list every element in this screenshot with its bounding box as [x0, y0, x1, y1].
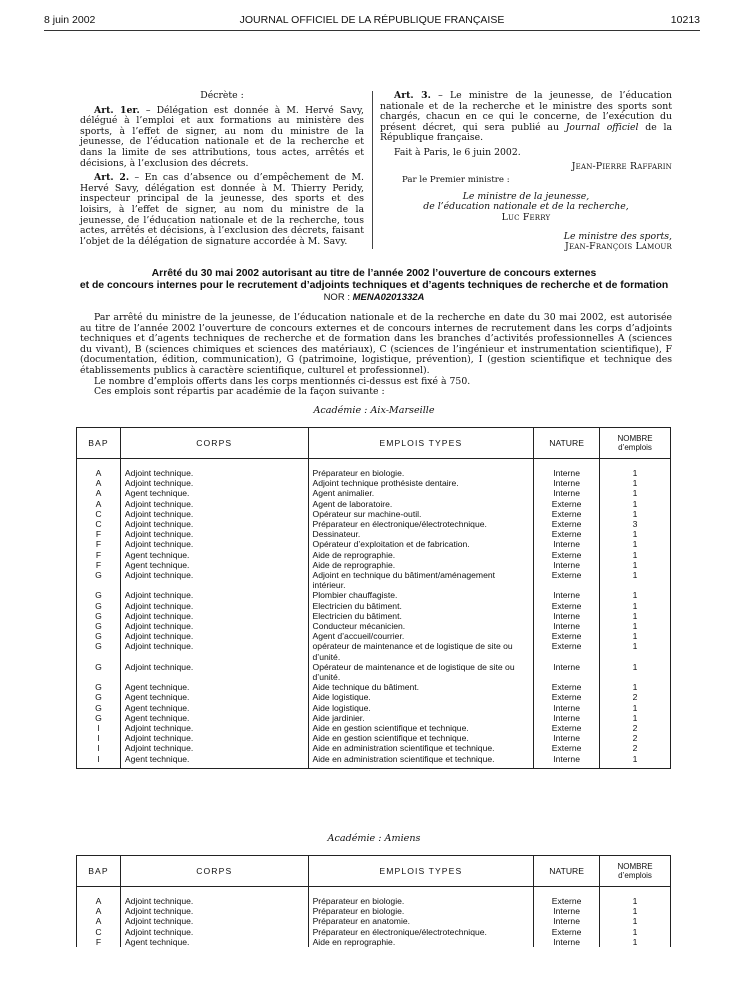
cell-nature: Externe	[534, 601, 600, 611]
cell-emploi: Agent de laboratoire.	[308, 499, 534, 509]
cell-emploi: Préparateur en biologie.	[308, 896, 534, 906]
table-spacer-cell	[600, 459, 671, 469]
cell-nature: Interne	[534, 733, 600, 743]
cell-bap: I	[77, 733, 121, 743]
cell-emploi: Aide en reprographie.	[308, 937, 534, 947]
emplois-table-aix-marseille	[76, 427, 671, 769]
cell-corps: Agent technique.	[120, 937, 308, 947]
cell-emploi: Aide technique du bâtiment.	[308, 682, 534, 692]
cell-bap: A	[77, 896, 121, 906]
cell-corps: Adjoint technique.	[120, 529, 308, 539]
cell-nature: Interne	[534, 590, 600, 600]
table-end-cell	[308, 764, 534, 769]
table-row	[77, 703, 671, 713]
signature-lamour: Jean-François Lamour	[565, 241, 672, 253]
cell-corps: Agent technique.	[120, 754, 308, 764]
cell-corps: Adjoint technique.	[120, 896, 308, 906]
cell-emploi: Opérateur d’exploitation et de fabrication.	[308, 539, 534, 549]
cell-emploi: Aide logistique.	[308, 703, 534, 713]
table-spacer-row	[77, 887, 671, 897]
cell-nature: Interne	[534, 468, 600, 478]
minister-sports-line: Le ministre des sports,	[563, 230, 672, 242]
cell-nature: Externe	[534, 570, 600, 590]
cell-nature: Externe	[534, 631, 600, 641]
table-spacer-cell	[77, 887, 121, 897]
cell-corps: Adjoint technique.	[120, 631, 308, 641]
table-header-row	[77, 856, 671, 887]
cell-emploi: Aide de reprographie.	[308, 560, 534, 570]
table-row	[77, 916, 671, 926]
signature-raffarin: Jean-Pierre Raffarin	[571, 160, 672, 172]
cell-nombre: 1	[600, 896, 671, 906]
cell-nombre: 1	[600, 641, 671, 661]
cell-emploi: Opérateur sur machine-outil.	[308, 509, 534, 519]
table-header-row	[77, 428, 671, 459]
cell-corps: Agent technique.	[120, 713, 308, 723]
arrete-title	[60, 268, 688, 291]
table-row	[77, 509, 671, 519]
cell-bap: G	[77, 662, 121, 682]
cell-corps: Adjoint technique.	[120, 539, 308, 549]
arrete-paragraph-2: Le nombre d’emplois offerts dans les corps mentionnés ci-dessus est fixé à 750.	[94, 375, 471, 387]
column-separator	[372, 91, 373, 249]
journal-officiel-ref: Journal officiel	[565, 121, 639, 133]
table-row	[77, 682, 671, 692]
cell-nature: Externe	[534, 519, 600, 529]
table-row	[77, 560, 671, 570]
cell-nombre: 1	[600, 621, 671, 631]
arrete-paragraph-1: Par arrêté du ministre de la jeunesse, de l’éducation nationale et de la recherche en date du 30 mai 2002, est autorisée au titre de l’année 2002 l’ouverture de concours externes et de concours internes de recrutement dans les corps d’adjoints techniques et d’agents techniques de recherche et de formation dans les branches d’activités professionnelles A (sciences du vivant), B (sciences chimiques et sciences des matériaux), C (sciences de l’ingénieur et instrumentation scientifique), F (documentation, édition, communication), G (patrimoine, logistique, prévention), I (gestion scientifique et technique des établissements publics à caractère scientifique, culturel et professionnel).	[80, 312, 672, 376]
table-body	[77, 459, 671, 769]
col-header-nombre-l2: d’emplois	[618, 443, 652, 452]
cell-nombre: 1	[600, 499, 671, 509]
cell-bap: G	[77, 703, 121, 713]
cell-emploi: Agent animalier.	[308, 488, 534, 498]
cell-nature: Externe	[534, 743, 600, 753]
cell-nombre: 1	[600, 509, 671, 519]
cell-nature: Interne	[534, 703, 600, 713]
cell-corps: Adjoint technique.	[120, 662, 308, 682]
table-row	[77, 906, 671, 916]
article-2	[80, 173, 364, 247]
table-row	[77, 550, 671, 560]
table-row	[77, 488, 671, 498]
cell-nombre: 1	[600, 488, 671, 498]
col-header-nombre-l1: NOMBRE	[617, 862, 653, 871]
cell-nature: Externe	[534, 641, 600, 661]
table-row	[77, 601, 671, 611]
table-spacer-cell	[120, 459, 308, 469]
table-row	[77, 539, 671, 549]
cell-bap: A	[77, 499, 121, 509]
cell-emploi: Adjoint technique prothésiste dentaire.	[308, 478, 534, 488]
cell-nombre: 1	[600, 631, 671, 641]
article-2-label: Art. 2.	[94, 172, 130, 184]
table-row	[77, 499, 671, 509]
decrete-heading: Décrète :	[200, 90, 244, 101]
cell-bap: G	[77, 641, 121, 661]
cell-emploi: Agent d’accueil/courrier.	[308, 631, 534, 641]
cell-bap: A	[77, 916, 121, 926]
cell-nombre: 1	[600, 937, 671, 947]
cell-nature: Interne	[534, 621, 600, 631]
table-spacer-cell	[120, 887, 308, 897]
minister-education-line2: de l’éducation nationale et de la recherche,	[423, 201, 629, 213]
cell-corps: Adjoint technique.	[120, 570, 308, 590]
cell-emploi: Aide logistique.	[308, 692, 534, 702]
col-header-bap: BAP	[77, 428, 121, 459]
cell-nature: Interne	[534, 539, 600, 549]
cell-nombre: 1	[600, 601, 671, 611]
cell-corps: Agent technique.	[120, 560, 308, 570]
header-journal-title: JOURNAL OFFICIEL DE LA RÉPUBLIQUE FRANÇAISE	[239, 14, 505, 26]
cell-emploi: Aide en gestion scientifique et technique.	[308, 723, 534, 733]
arrete-paragraph-3: Ces emplois sont répartis par académie de la façon suivante :	[94, 386, 385, 398]
cell-nature: Interne	[534, 916, 600, 926]
cell-emploi: Adjoint en technique du bâtiment/aménagement intérieur.	[308, 570, 534, 590]
table-spacer-cell	[308, 459, 534, 469]
cell-nature: Externe	[534, 499, 600, 509]
cell-corps: Adjoint technique.	[120, 509, 308, 519]
cell-corps: Adjoint technique.	[120, 916, 308, 926]
cell-bap: A	[77, 488, 121, 498]
fait-a-paris: Fait à Paris, le 6 juin 2002.	[394, 146, 521, 158]
col-header-bap: BAP	[77, 856, 121, 887]
nor-code: MENA0201332A	[352, 292, 425, 303]
cell-corps: Adjoint technique.	[120, 601, 308, 611]
cell-bap: I	[77, 754, 121, 764]
par-le-premier-ministre: Par le Premier ministre :	[402, 175, 510, 186]
cell-bap: G	[77, 590, 121, 600]
cell-nombre: 1	[600, 927, 671, 937]
cell-nombre: 1	[600, 539, 671, 549]
table-row	[77, 692, 671, 702]
cell-bap: G	[77, 621, 121, 631]
table-end-cell	[120, 764, 308, 769]
cell-nature: Externe	[534, 529, 600, 539]
cell-nature: Interne	[534, 478, 600, 488]
article-3-text: – Le ministre de la jeunesse, de l’éducation nationale et de la recherche et le ministre des sports sont chargés, chacun en ce qui le concerne, de l’exécution du présent décret, qui sera publié au	[380, 90, 672, 133]
cell-corps: Adjoint technique.	[120, 478, 308, 488]
emplois-table-amiens	[76, 855, 671, 947]
cell-bap: A	[77, 478, 121, 488]
cell-corps: Adjoint technique.	[120, 927, 308, 937]
cell-nature: Interne	[534, 560, 600, 570]
cell-corps: Agent technique.	[120, 550, 308, 560]
cell-emploi: Préparateur en biologie.	[308, 906, 534, 916]
cell-bap: A	[77, 468, 121, 478]
table-body	[77, 887, 671, 948]
cell-nombre: 1	[600, 682, 671, 692]
cell-corps: Adjoint technique.	[120, 519, 308, 529]
table-row	[77, 713, 671, 723]
cell-emploi: Aide en gestion scientifique et technique.	[308, 733, 534, 743]
cell-corps: Agent technique.	[120, 488, 308, 498]
cell-nombre: 1	[600, 906, 671, 916]
cell-nature: Externe	[534, 927, 600, 937]
cell-corps: Adjoint technique.	[120, 906, 308, 916]
cell-nature: Externe	[534, 550, 600, 560]
article-1-label: Art. 1er.	[94, 104, 140, 116]
cell-corps: Adjoint technique.	[120, 621, 308, 631]
cell-corps: Adjoint technique.	[120, 723, 308, 733]
table-row	[77, 519, 671, 529]
col-header-nombre	[600, 856, 671, 887]
cell-corps: Agent technique.	[120, 692, 308, 702]
arrete-title-line1: Arrêté du 30 mai 2002 autorisant au titre de l’année 2002 l’ouverture de concours externes	[151, 268, 597, 279]
table-row	[77, 529, 671, 539]
cell-emploi: Préparateur en électronique/électrotechnique.	[308, 519, 534, 529]
col-header-emplois: EMPLOIS TYPES	[308, 856, 534, 887]
nor-label: NOR :	[323, 292, 353, 303]
academy-heading-amiens: Académie : Amiens	[327, 833, 421, 844]
cell-bap: G	[77, 570, 121, 590]
cell-emploi: Aide en administration scientifique et technique.	[308, 754, 534, 764]
cell-bap: I	[77, 743, 121, 753]
table-spacer-cell	[308, 887, 534, 897]
cell-corps: Adjoint technique.	[120, 499, 308, 509]
cell-nature: Externe	[534, 692, 600, 702]
academy-heading-aix-marseille: Académie : Aix-Marseille	[313, 405, 435, 416]
cell-nature: Interne	[534, 754, 600, 764]
cell-bap: C	[77, 509, 121, 519]
arrete-body	[80, 313, 672, 398]
article-2-text: – En cas d’absence ou d’empêchement de M. Hervé Savy, délégation est donnée à M. Thierry Peridy, inspecteur principal de la jeunesse, des sports et des loisirs, à l’effet de signer, au nom du ministre de la jeunesse, de l’éducation nationale et de la recherche, tous actes, arrêtés et décisions, à l’exclusion des décrets, faisant l’objet de la délégation de signature accordée à M. Savy.	[80, 172, 364, 247]
cell-nombre: 2	[600, 723, 671, 733]
cell-nombre: 1	[600, 570, 671, 590]
col-header-nombre-l2: d’emplois	[618, 871, 652, 880]
cell-nombre: 3	[600, 519, 671, 529]
table-row	[77, 662, 671, 682]
cell-corps: Adjoint technique.	[120, 590, 308, 600]
col-header-nombre-l1: NOMBRE	[617, 434, 653, 443]
cell-nombre: 1	[600, 550, 671, 560]
table-spacer-cell	[600, 887, 671, 897]
col-header-nature: NATURE	[534, 428, 600, 459]
table-row	[77, 927, 671, 937]
article-1	[80, 106, 364, 170]
cell-nombre: 1	[600, 916, 671, 926]
cell-emploi: Dessinateur.	[308, 529, 534, 539]
cell-corps: Adjoint technique.	[120, 468, 308, 478]
cell-emploi: Préparateur en biologie.	[308, 468, 534, 478]
cell-corps: Adjoint technique.	[120, 611, 308, 621]
decree-left-column	[80, 91, 364, 247]
table-row	[77, 570, 671, 590]
table-end-cell	[600, 764, 671, 769]
cell-bap: C	[77, 927, 121, 937]
article-1-text: – Délégation est donnée à M. Hervé Savy, délégué à l’emploi et aux formations au ministère des sports, à l’effet de signer, au nom du ministre de la jeunesse, de l’éducation nationale et de la recherche et dans la limite de ses attributions, tous actes, arrêtés et décisions, à l’exclusion des décrets.	[80, 104, 365, 169]
cell-bap: G	[77, 692, 121, 702]
cell-bap: G	[77, 601, 121, 611]
table-spacer-cell	[534, 459, 600, 469]
cell-nombre: 1	[600, 713, 671, 723]
decree-right-column	[380, 91, 672, 253]
table-row	[77, 723, 671, 733]
cell-nature: Interne	[534, 611, 600, 621]
article-3-label: Art. 3.	[394, 90, 431, 101]
cell-nombre: 1	[600, 590, 671, 600]
cell-emploi: Conducteur mécanicien.	[308, 621, 534, 631]
cell-emploi: Opérateur de maintenance et de logistique de site ou d’unité.	[308, 662, 534, 682]
cell-nature: Interne	[534, 662, 600, 682]
col-header-emplois: EMPLOIS TYPES	[308, 428, 534, 459]
table-row	[77, 733, 671, 743]
cell-nombre: 2	[600, 733, 671, 743]
cell-nombre: 1	[600, 703, 671, 713]
cell-bap: F	[77, 539, 121, 549]
cell-nature: Externe	[534, 682, 600, 692]
signature-ferry: Luc Ferry	[501, 211, 551, 223]
table-row	[77, 478, 671, 488]
table-row	[77, 754, 671, 764]
table-row	[77, 611, 671, 621]
cell-nature: Interne	[534, 906, 600, 916]
nor-reference	[0, 292, 748, 303]
page-header	[44, 14, 700, 28]
table-row	[77, 743, 671, 753]
cell-bap: A	[77, 906, 121, 916]
table-row	[77, 590, 671, 600]
header-page-number: 10213	[670, 14, 700, 26]
col-header-corps: CORPS	[120, 428, 308, 459]
cell-emploi: Préparateur en électronique/électrotechnique.	[308, 927, 534, 937]
cell-bap: G	[77, 713, 121, 723]
cell-emploi: Aide de reprographie.	[308, 550, 534, 560]
minister-education-line1: Le ministre de la jeunesse,	[462, 190, 590, 202]
cell-emploi: opérateur de maintenance et de logistique de site ou d’unité.	[308, 641, 534, 661]
table-spacer-cell	[77, 459, 121, 469]
table-end-cell	[534, 764, 600, 769]
cell-nombre: 2	[600, 743, 671, 753]
cell-emploi: Préparateur en anatomie.	[308, 916, 534, 926]
cell-bap: G	[77, 682, 121, 692]
cell-nature: Externe	[534, 509, 600, 519]
cell-nature: Interne	[534, 937, 600, 947]
cell-nombre: 1	[600, 662, 671, 682]
cell-nature: Interne	[534, 713, 600, 723]
cell-nombre: 2	[600, 692, 671, 702]
cell-corps: Adjoint technique.	[120, 743, 308, 753]
cell-bap: F	[77, 529, 121, 539]
cell-emploi: Electricien du bâtiment.	[308, 601, 534, 611]
table-row	[77, 896, 671, 906]
table-row	[77, 621, 671, 631]
table-row	[77, 468, 671, 478]
cell-nombre: 1	[600, 611, 671, 621]
cell-nature: Externe	[534, 896, 600, 906]
header-rule	[44, 30, 700, 31]
table-spacer-row	[77, 459, 671, 469]
cell-emploi: Electricien du bâtiment.	[308, 611, 534, 621]
table-end-cell	[77, 764, 121, 769]
cell-corps: Agent technique.	[120, 703, 308, 713]
table-row	[77, 937, 671, 947]
table-row	[77, 641, 671, 661]
col-header-nature: NATURE	[534, 856, 600, 887]
cell-emploi: Aide en administration scientifique et technique.	[308, 743, 534, 753]
cell-nature: Externe	[534, 723, 600, 733]
cell-nombre: 1	[600, 560, 671, 570]
cell-bap: F	[77, 550, 121, 560]
cell-bap: F	[77, 560, 121, 570]
cell-bap: I	[77, 723, 121, 733]
cell-emploi: Aide jardinier.	[308, 713, 534, 723]
article-3	[380, 91, 672, 144]
cell-corps: Agent technique.	[120, 682, 308, 692]
cell-corps: Adjoint technique.	[120, 641, 308, 661]
cell-nature: Interne	[534, 488, 600, 498]
article-3-end: de la République française.	[380, 121, 672, 144]
cell-nombre: 1	[600, 754, 671, 764]
table-end-row	[77, 764, 671, 769]
cell-nombre: 1	[600, 468, 671, 478]
cell-emploi: Plombier chauffagiste.	[308, 590, 534, 600]
cell-bap: C	[77, 519, 121, 529]
cell-bap: G	[77, 611, 121, 621]
cell-bap: G	[77, 631, 121, 641]
cell-nombre: 1	[600, 478, 671, 488]
col-header-corps: CORPS	[120, 856, 308, 887]
table-spacer-cell	[534, 887, 600, 897]
header-date: 8 juin 2002	[44, 14, 96, 26]
table-row	[77, 631, 671, 641]
arrete-title-line2: et de concours internes pour le recrutement d’adjoints techniques et d’agents techniques de recherche et de formation	[79, 279, 669, 291]
col-header-nombre	[600, 428, 671, 459]
cell-bap: F	[77, 937, 121, 947]
cell-nombre: 1	[600, 529, 671, 539]
cell-corps: Adjoint technique.	[120, 733, 308, 743]
